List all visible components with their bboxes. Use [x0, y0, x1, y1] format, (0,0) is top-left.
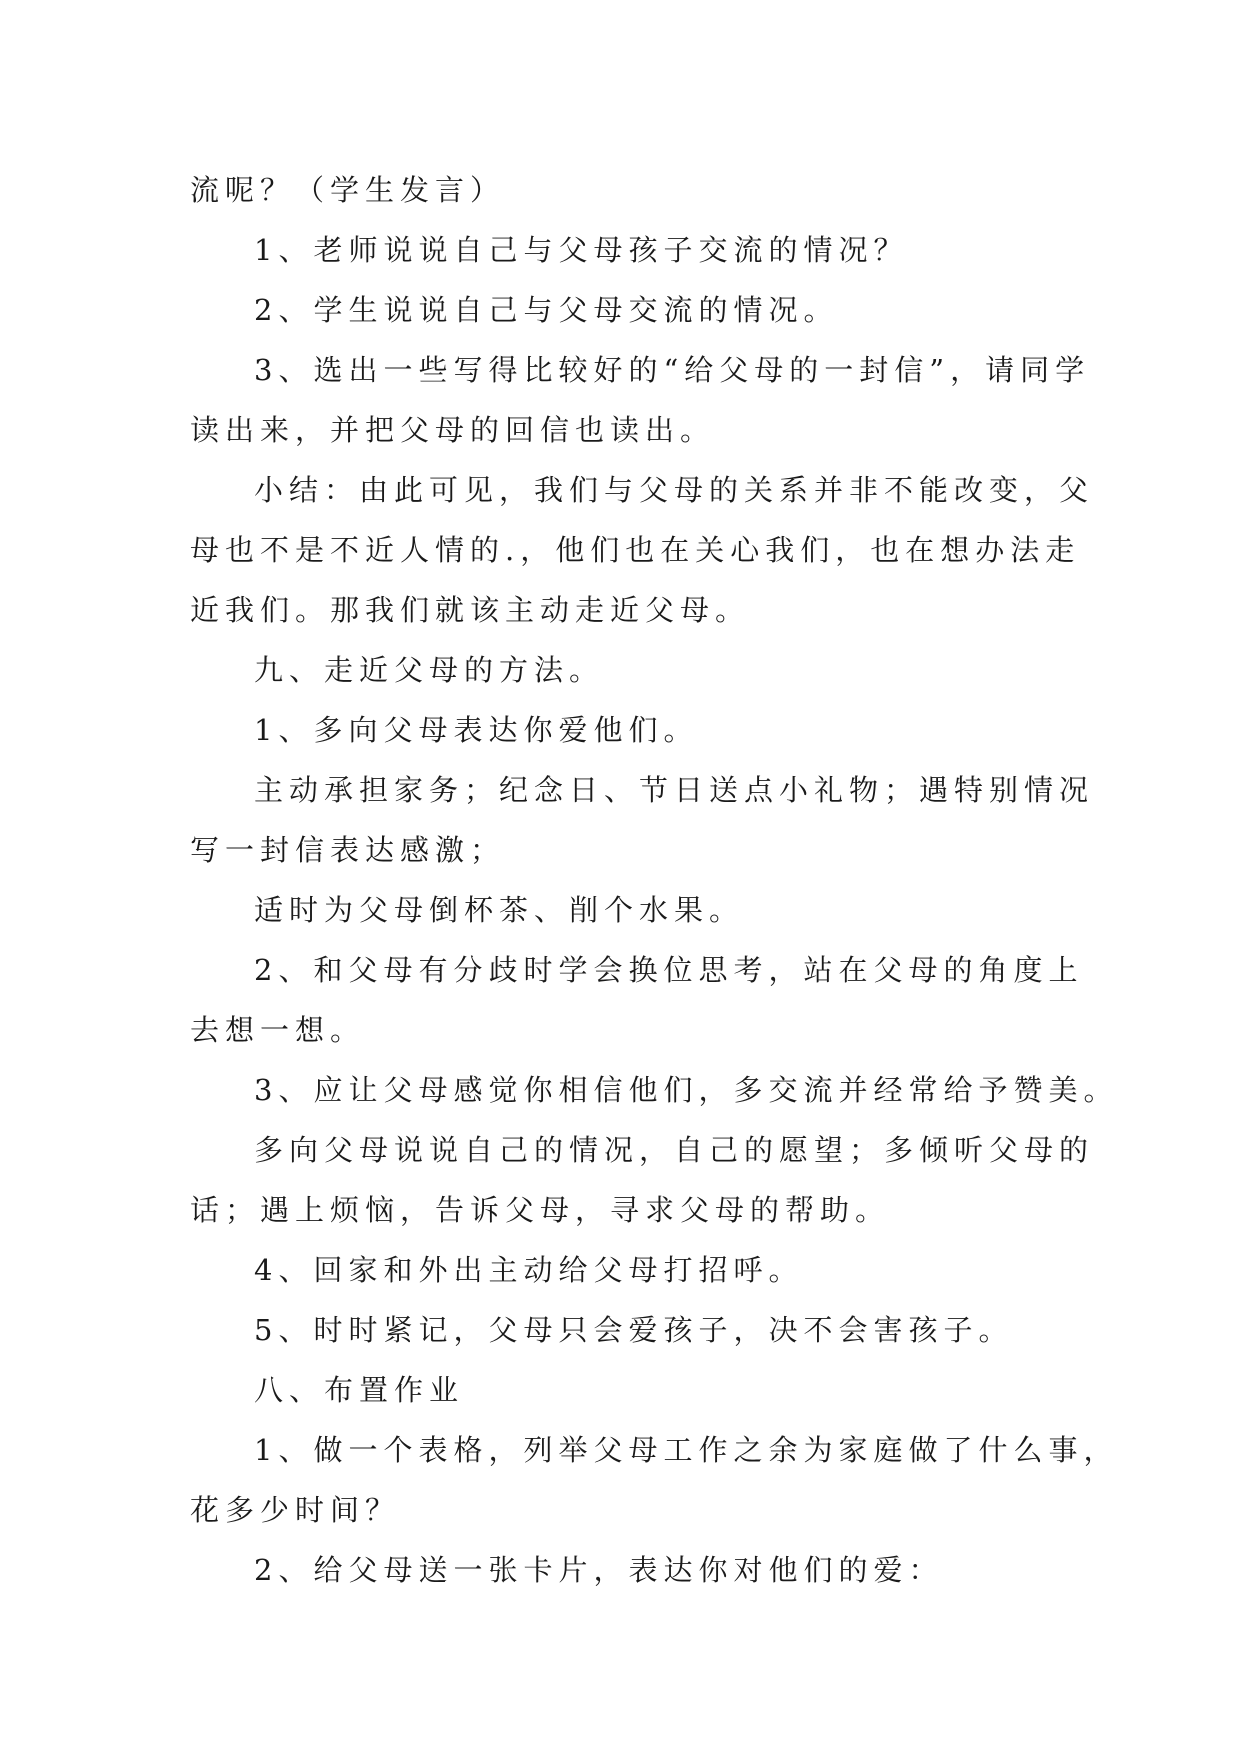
text-line: 适时为父母倒杯茶、削个水果。: [254, 893, 745, 927]
text-line: 话；遇上烦恼，告诉父母，寻求父母的帮助。: [190, 1193, 891, 1227]
text-line: 5、时时紧记，父母只会爱孩子，决不会害孩子。: [254, 1313, 1014, 1347]
document-body: [190, 160, 1119, 1600]
text-line: 2、给父母送一张卡片，表达你对他们的爱：: [254, 1553, 944, 1587]
text-line: 3、选出一些写得比较好的“给父母的一封信”，请同学: [254, 353, 1091, 387]
text-line: 3、应让父母感觉你相信他们，多交流并经常给予赞美。: [254, 1073, 1119, 1107]
text-line: 小结：由此可见，我们与父母的关系并非不能改变，父: [254, 473, 1095, 507]
text-line: 读出来，并把父母的回信也读出。: [190, 413, 716, 447]
text-line: 1、做一个表格，列举父母工作之余为家庭做了什么事，: [254, 1433, 1119, 1467]
text-line: 写一封信表达感激；: [190, 833, 506, 867]
text-line: 2、和父母有分歧时学会换位思考，站在父母的角度上: [254, 953, 1084, 987]
text-line: 4、回家和外出主动给父母打招呼。: [254, 1253, 804, 1287]
section-heading: 八、布置作业: [254, 1373, 465, 1407]
text-line: 2、学生说说自己与父母交流的情况。: [254, 293, 839, 327]
section-heading: 九、走近父母的方法。: [254, 653, 605, 687]
text-line: 近我们。那我们就该主动走近父母。: [190, 593, 751, 627]
text-line: 主动承担家务；纪念日、节日送点小礼物；遇特别情况: [254, 773, 1095, 807]
text-line: 多向父母说说自己的情况，自己的愿望；多倾听父母的: [254, 1133, 1095, 1167]
text-line: 花多少时间？: [190, 1493, 401, 1527]
text-line: 去想一想。: [190, 1013, 366, 1047]
text-line: 母也不是不近人情的.，他们也在关心我们，也在想办法走: [190, 533, 1081, 567]
text-line: 1、多向父母表达你爱他们。: [254, 713, 699, 747]
text-line: 1、老师说说自己与父母孩子交流的情况？: [254, 233, 909, 267]
text-line: 流呢？（学生发言）: [190, 173, 506, 207]
